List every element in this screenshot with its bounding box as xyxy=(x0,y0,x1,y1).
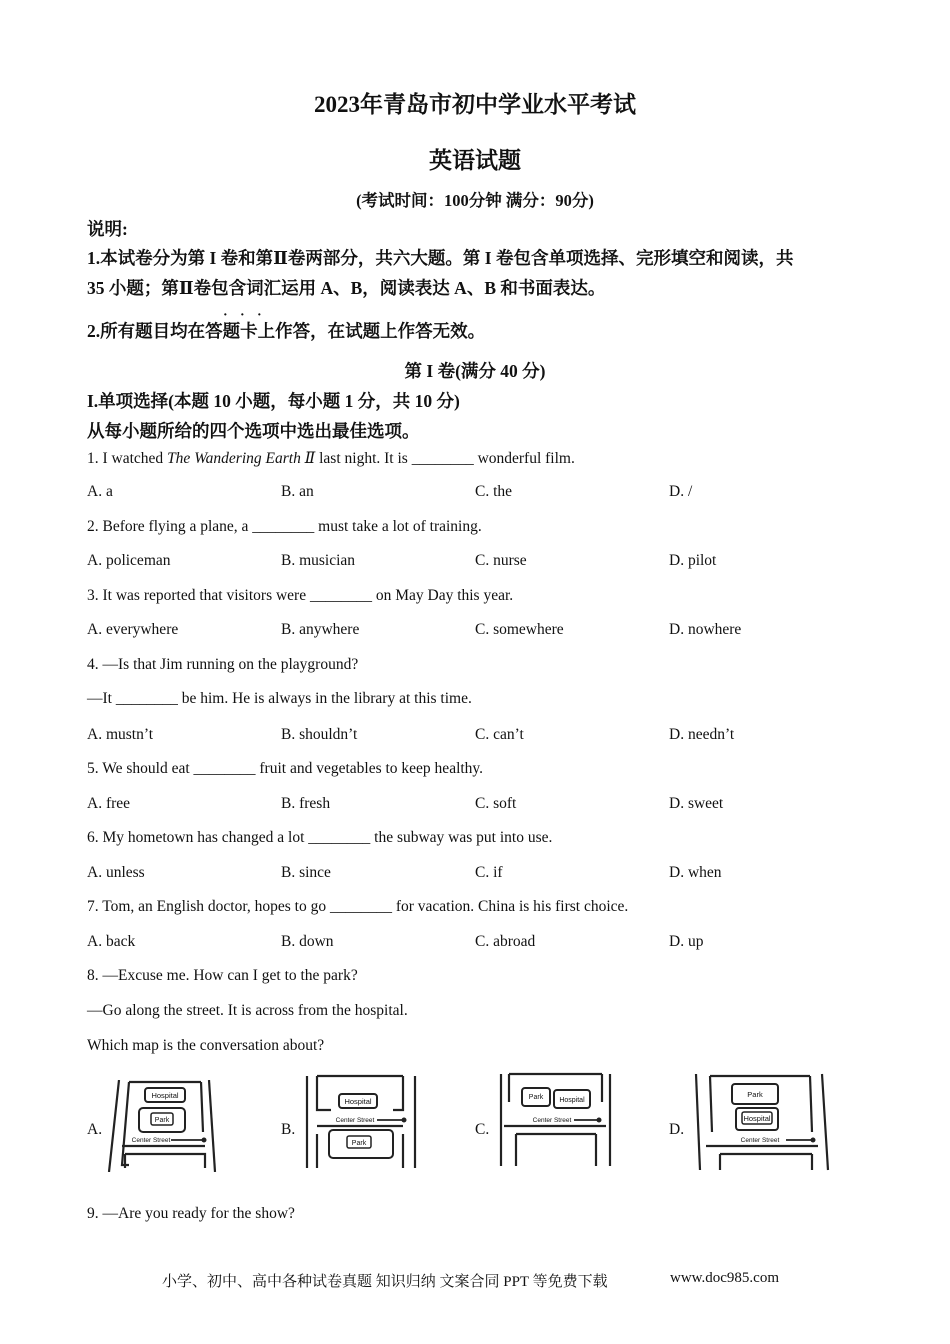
section-heading: I.单项选择(本题 10 小题，每小题 1 分，共 10 分) xyxy=(87,391,460,411)
emphasis-dot: · xyxy=(240,308,245,323)
option-a: A. xyxy=(87,1121,103,1138)
option-d: D. needn’t xyxy=(669,726,735,743)
question-3-stem: 3. It was reported that visitors were ________ on May Day this year. xyxy=(87,587,514,604)
option-d: D. sweet xyxy=(669,795,724,812)
stem-text: 1. I watched xyxy=(87,450,168,467)
question-7-stem: 7. Tom, an English doctor, hopes to go ________ for vacation. China is his first choice. xyxy=(87,898,629,915)
map-d xyxy=(692,1072,830,1172)
map-b xyxy=(303,1074,419,1170)
option-c: C. nurse xyxy=(475,552,527,569)
option-d: D. up xyxy=(669,933,704,950)
option-b: B. an xyxy=(281,483,314,500)
exam-title: 2023年青岛市初中学业水平考试 xyxy=(314,92,636,117)
map-a-park-label: Park xyxy=(154,1117,170,1124)
emphasis-dot: · xyxy=(257,308,262,323)
option-c: C. somewhere xyxy=(475,621,564,638)
map-c xyxy=(498,1072,614,1168)
footer-text: 小学、初中、高中各种试卷真题 知识归纳 文案合同 PPT 等免费下载 xyxy=(162,1274,608,1290)
map-d-street-label: Center Street xyxy=(740,1137,780,1144)
notes-heading: 说明: xyxy=(87,219,128,239)
map-d-dot xyxy=(811,1138,816,1143)
option-b: B. shouldn’t xyxy=(281,726,358,743)
film-title: The Wandering Earth Ⅱ xyxy=(167,450,316,467)
option-a: A. mustn’t xyxy=(87,726,154,743)
question-8-stem: 8. —Excuse me. How can I get to the park? xyxy=(87,967,358,984)
question-8-stem-2: —Go along the street. It is across from the hospital. xyxy=(87,1002,408,1019)
note-2 xyxy=(87,308,486,343)
map-d-hospital-label: Hospital xyxy=(743,1114,771,1123)
option-a: A. policeman xyxy=(87,552,171,569)
note-1-line-1: 1.本试卷分为第 I 卷和第Ⅱ卷两部分，共六大题。第 I 卷包含单项选择、完形填空和阅读，共 xyxy=(87,248,794,268)
option-c: C. if xyxy=(475,864,503,881)
option-a: A. back xyxy=(87,933,136,950)
section-instruction: 从每小题所给的四个选项中选出最佳选项。 xyxy=(87,421,420,441)
map-c-park-label: Park xyxy=(528,1094,544,1101)
question-4-stem: 4. —Is that Jim running on the playground? xyxy=(87,656,359,673)
stem-text: last night. It is ________ wonderful film. xyxy=(315,450,575,467)
footer-link[interactable]: www.doc985.com xyxy=(670,1270,780,1286)
note-1-line-2: 35 小题；第Ⅱ卷包含词汇运用 A、B，阅读表达 A、B 和书面表达。 xyxy=(87,278,606,298)
map-a-dot xyxy=(202,1138,207,1143)
option-d: D. xyxy=(669,1121,685,1138)
option-b: B. since xyxy=(281,864,331,881)
option-d: D. / xyxy=(669,483,693,500)
question-6-stem: 6. My hometown has changed a lot ________ the subway was put into use. xyxy=(87,829,553,846)
option-b: B. xyxy=(281,1121,296,1138)
option-b: B. down xyxy=(281,933,334,950)
map-b-park-label: Park xyxy=(351,1140,367,1147)
option-c: C. soft xyxy=(475,795,517,812)
map-a-hospital-label: Hospital xyxy=(151,1091,179,1100)
option-d: D. pilot xyxy=(669,552,717,569)
map-a xyxy=(105,1080,219,1172)
option-a: A. unless xyxy=(87,864,145,881)
question-1-stem xyxy=(87,449,575,468)
part-1-heading: 第 I 卷(满分 40 分) xyxy=(404,361,546,381)
question-8-stem-3: Which map is the conversation about? xyxy=(87,1037,325,1054)
option-b: B. musician xyxy=(281,552,356,569)
option-d: D. when xyxy=(669,864,722,881)
option-c: C. abroad xyxy=(475,933,536,950)
exam-subtitle: 英语试题 xyxy=(429,148,521,173)
option-a: A. a xyxy=(87,483,113,500)
option-c: C. the xyxy=(475,483,513,500)
option-a: A. free xyxy=(87,795,131,812)
map-b-hospital-label: Hospital xyxy=(344,1097,372,1106)
question-5-stem: 5. We should eat ________ fruit and vegetables to keep healthy. xyxy=(87,760,484,777)
question-4-stem-2: —It ________ be him. He is always in the library at this time. xyxy=(87,690,472,707)
map-b-street-label: Center Street xyxy=(335,1117,375,1124)
option-b: B. fresh xyxy=(281,795,331,812)
option-c: C. can’t xyxy=(475,726,524,743)
question-9-stem: 9. —Are you ready for the show? xyxy=(87,1205,295,1222)
emphasis-dot: · xyxy=(223,308,228,323)
map-c-street-label: Center Street xyxy=(532,1117,572,1124)
exam-meta: (考试时间：100分钟 满分：90分) xyxy=(356,191,594,210)
option-b: B. anywhere xyxy=(281,621,360,638)
map-b-dot xyxy=(402,1118,407,1123)
note-2-text: 2.所有题目均在答题卡上作答，在试题上作答无效。 xyxy=(87,321,486,341)
map-c-dot xyxy=(597,1118,602,1123)
option-d: D. nowhere xyxy=(669,621,742,638)
map-d-park-label: Park xyxy=(747,1090,763,1099)
map-c-hospital-label: Hospital xyxy=(559,1097,585,1104)
option-a: A. everywhere xyxy=(87,621,179,638)
question-2-stem: 2. Before flying a plane, a ________ must take a lot of training. xyxy=(87,518,482,535)
option-c: C. xyxy=(475,1121,490,1138)
map-a-street-label: Center Street xyxy=(131,1137,171,1144)
